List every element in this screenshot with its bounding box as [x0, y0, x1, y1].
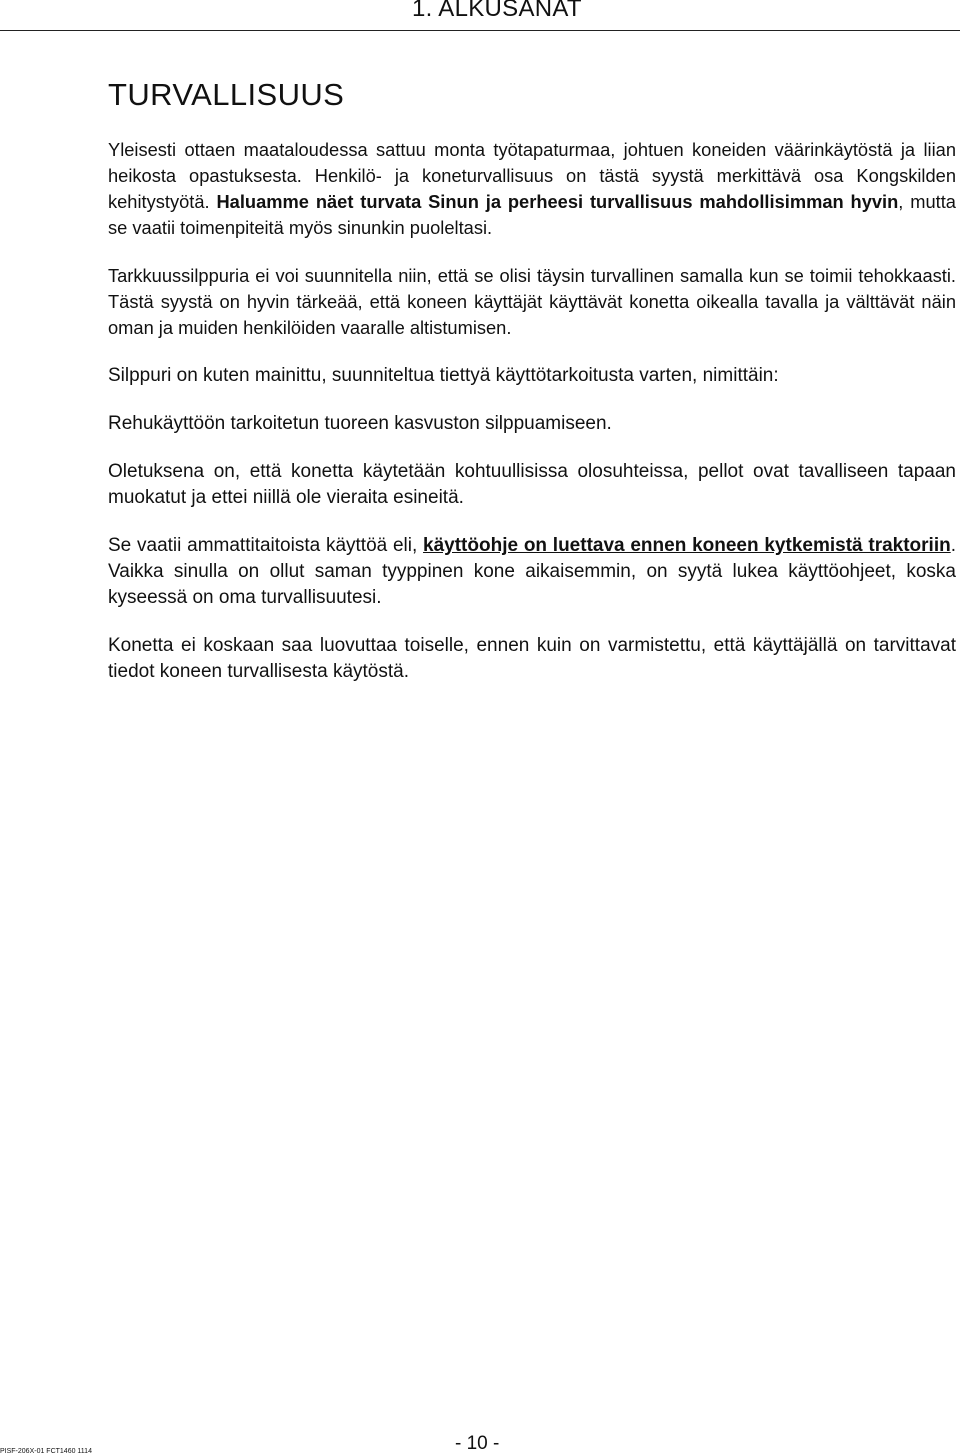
paragraph-read-manual — [108, 533, 956, 611]
paragraph-intro-text-end: , mutta se vaatii toimenpiteitä myös sinunkin puoleltasi. — [108, 191, 956, 238]
paragraph-conditions: Oletuksena on, että konetta käytetään kohtuullisissa olosuhteissa, pellot ovat tavalliseen tapaan muokatut ja ettei niillä ole vieraita esineitä. — [108, 461, 956, 508]
paragraph-intro-emphasis: Haluamme näet turvata Sinun ja perheesi turvallisuus mahdollisimman hyvin — [216, 191, 899, 212]
section-header-title: 1. ALKUSANAT — [412, 0, 582, 22]
paragraph-intro — [108, 137, 956, 241]
paragraph-intro-text: Yleisesti ottaen maataloudessa sattuu monta työtapaturmaa, johtuen koneiden väärinkäytöstä ja liian heikosta opastuksesta. Henkilö- ja koneturvallisuus on tästä syystä merkittävä osa Kongskilden kehitystyötä. — [108, 139, 956, 212]
paragraph-handover: Konetta ei koskaan saa luovuttaa toiselle, ennen kuin on varmistettu, että käyttäjällä on tarvittavat tiedot koneen turvallisesta käytöstä. — [108, 635, 956, 682]
header-divider — [0, 30, 960, 31]
page-title: TURVALLISUUS — [108, 77, 345, 112]
paragraph-read-manual-emphasis: käyttöohje on luettava ennen koneen kytkemistä traktoriin — [423, 535, 951, 556]
footer-document-code: PISF-206X-01 FCT1460 1114 — [0, 1448, 92, 1455]
paragraph-use-case: Rehukäyttöön tarkoitetun tuoreen kasvuston silppuamiseen. — [108, 413, 612, 434]
paragraph-intended-use: Silppuri on kuten mainittu, suunniteltua tiettyä käyttötarkoitusta varten, nimittäin: — [108, 365, 779, 386]
page-number: - 10 - — [455, 1433, 500, 1454]
paragraph-read-manual-text-end: . Vaikka sinulla on ollut saman tyyppinen kone aikaisemmin, on syytä lukea käyttöohjeet, koska kyseessä on oma turvallisuutesi. — [108, 535, 956, 608]
paragraph-read-manual-text: Se vaatii ammattitaitoista käyttöä eli, — [108, 535, 424, 556]
body-text — [108, 137, 956, 707]
paragraph-safety-design: Tarkkuussilppuria ei voi suunnitella niin, että se olisi täysin turvallinen samalla kun se toimii tehokkaasti. Tästä syystä on hyvin tärkeää, että koneen käyttäjät käyttävät konetta oikealla tavalla ja välttävät näin oman ja muiden henkilöiden vaaralle altistumisen. — [108, 265, 956, 338]
